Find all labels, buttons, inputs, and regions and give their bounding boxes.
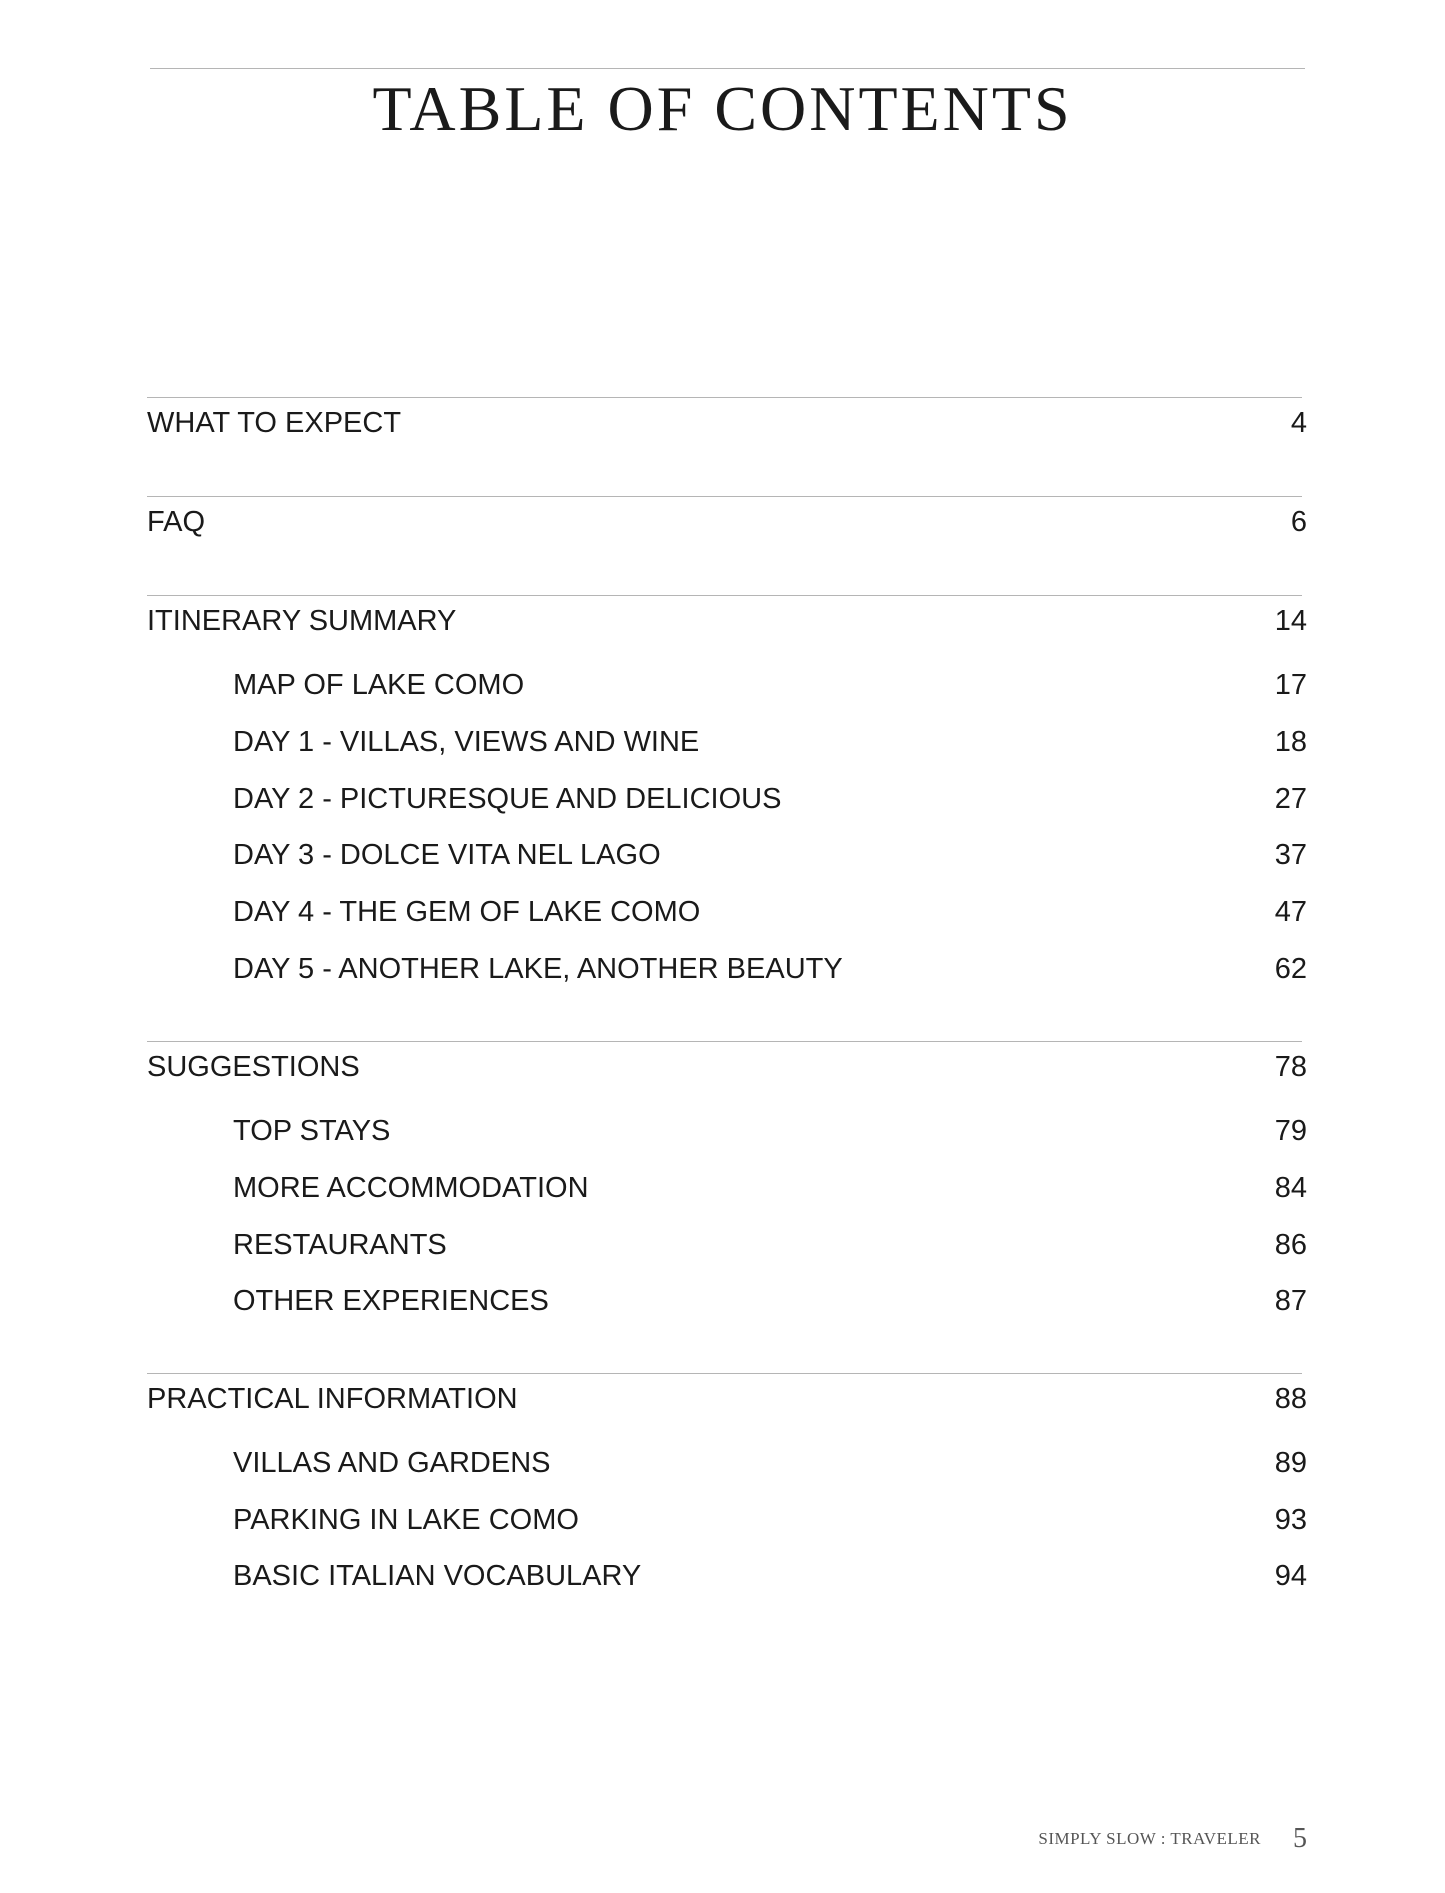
toc-entry-label: DAY 3 - DOLCE VITA NEL LAGO	[233, 839, 661, 871]
toc-section-itinerary-summary[interactable]	[0, 601, 1445, 641]
toc-section-what-to-expect[interactable]	[0, 403, 1445, 443]
toc-entry-page: 87	[1274, 1285, 1307, 1317]
toc-item-day-3[interactable]	[0, 835, 1445, 875]
top-divider	[150, 68, 1305, 69]
toc-item-day-5[interactable]	[0, 949, 1445, 989]
toc-section-faq[interactable]	[0, 502, 1445, 542]
toc-entry-label: FAQ	[147, 506, 206, 538]
toc-entry-label: SUGGESTIONS	[147, 1051, 360, 1083]
toc-section-practical-information[interactable]	[0, 1379, 1445, 1419]
toc-entry-label: TOP STAYS	[233, 1115, 391, 1147]
toc-entry-label: RESTAURANTS	[233, 1229, 447, 1261]
toc-item-day-4[interactable]	[0, 892, 1445, 932]
toc-entry-page: 4	[1290, 407, 1307, 439]
section-divider	[147, 1041, 1302, 1042]
toc-entry-label: VILLAS AND GARDENS	[233, 1447, 551, 1479]
toc-entry-page: 79	[1274, 1115, 1307, 1147]
toc-entry-label: BASIC ITALIAN VOCABULARY	[233, 1560, 642, 1592]
section-divider	[147, 595, 1302, 596]
toc-entry-label: ITINERARY SUMMARY	[147, 605, 457, 637]
toc-entry-label: PRACTICAL INFORMATION	[147, 1383, 518, 1415]
footer-brand: SIMPLY SLOW : TRAVELER	[1038, 1829, 1261, 1848]
toc-entry-page: 14	[1274, 605, 1307, 637]
footer-page-number: 5	[1293, 1823, 1307, 1854]
toc-entry-page: 17	[1274, 669, 1307, 701]
section-divider	[147, 496, 1302, 497]
toc-entry-page: 47	[1274, 896, 1307, 928]
toc-entry-page: 78	[1274, 1051, 1307, 1083]
toc-entry-page: 37	[1274, 839, 1307, 871]
toc-entry-label: DAY 5 - ANOTHER LAKE, ANOTHER BEAUTY	[233, 953, 843, 985]
section-divider	[147, 397, 1302, 398]
toc-entry-page: 94	[1274, 1560, 1307, 1592]
section-divider	[147, 1373, 1302, 1374]
toc-item-parking-in-lake-como[interactable]	[0, 1500, 1445, 1540]
toc-item-restaurants[interactable]	[0, 1225, 1445, 1265]
toc-section-suggestions[interactable]	[0, 1047, 1445, 1087]
toc-item-day-1[interactable]	[0, 722, 1445, 762]
toc-entry-page: 62	[1274, 953, 1307, 985]
toc-entry-label: DAY 4 - THE GEM OF LAKE COMO	[233, 896, 701, 928]
toc-entry-page: 84	[1274, 1172, 1307, 1204]
toc-entry-label: OTHER EXPERIENCES	[233, 1285, 549, 1317]
toc-item-other-experiences[interactable]	[0, 1281, 1445, 1321]
toc-entry-label: PARKING IN LAKE COMO	[233, 1504, 579, 1536]
toc-item-villas-and-gardens[interactable]	[0, 1443, 1445, 1483]
toc-item-day-2[interactable]	[0, 779, 1445, 819]
toc-item-map-of-lake-como[interactable]	[0, 665, 1445, 705]
page-title: TABLE OF CONTENTS	[372, 73, 1073, 144]
toc-item-more-accommodation[interactable]	[0, 1168, 1445, 1208]
toc-entry-label: WHAT TO EXPECT	[147, 407, 402, 439]
toc-entry-page: 93	[1274, 1504, 1307, 1536]
toc-entry-label: DAY 2 - PICTURESQUE AND DELICIOUS	[233, 783, 782, 815]
toc-entry-page: 86	[1274, 1229, 1307, 1261]
toc-entry-page: 18	[1274, 726, 1307, 758]
toc-entry-label: DAY 1 - VILLAS, VIEWS AND WINE	[233, 726, 700, 758]
toc-entry-page: 6	[1290, 506, 1307, 538]
toc-item-basic-italian-vocabulary[interactable]	[0, 1556, 1445, 1596]
page-footer	[1038, 1823, 1307, 1855]
toc-entry-page: 27	[1274, 783, 1307, 815]
toc-item-top-stays[interactable]	[0, 1111, 1445, 1151]
toc-entry-label: MORE ACCOMMODATION	[233, 1172, 589, 1204]
toc-entry-page: 88	[1274, 1383, 1307, 1415]
toc-entry-page: 89	[1274, 1447, 1307, 1479]
toc-entry-label: MAP OF LAKE COMO	[233, 669, 525, 701]
